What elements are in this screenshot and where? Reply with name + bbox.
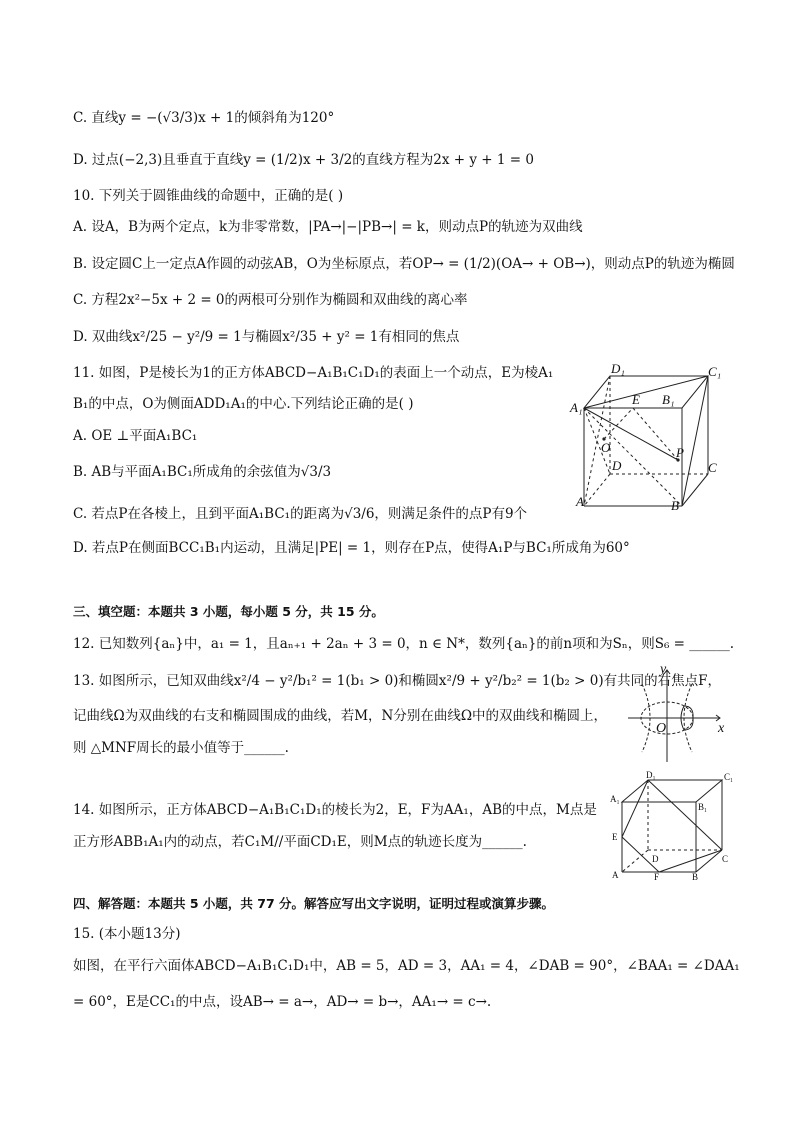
label-E: E bbox=[632, 392, 640, 407]
q14-line2: 正方形ABB₁A₁内的动点，若C₁M//平面CD₁E，则M点的轨迹长度为______. bbox=[73, 834, 527, 850]
q10-option-b: B. 设定圆C上一定点A作圆的动弦AB，O为坐标原点，若OP→ = (1/2)(OA→ + OB→)，则动点P的轨迹为椭圆 bbox=[73, 256, 735, 272]
q13-conic-figure bbox=[620, 662, 730, 764]
q10-option-c: C. 方程2x²−5x + 2 = 0的两根可分别作为椭圆和双曲线的离心率 bbox=[73, 292, 468, 308]
q10-option-a: A. 设A，B为两个定点，k为非零常数，|PA→|−|PB→| = k，则动点P的轨迹为双曲线 bbox=[73, 219, 583, 235]
q14-cube-figure bbox=[606, 770, 746, 882]
q15-line2: = 60°，E是CC₁的中点，设AB→ = a→，AD→ = b→，AA₁→ = c→. bbox=[73, 994, 492, 1010]
q11-option-d: D. 若点P在侧面BCC₁B₁内运动，且满足|PE| = 1，则存在P点，使得A₁P与BC₁所成角为60° bbox=[73, 540, 630, 556]
label-A1: A₁ bbox=[610, 794, 620, 804]
q10-stem: 10. 下列关于圆锥曲线的命题中，正确的是( ) bbox=[73, 188, 344, 204]
label-C: C bbox=[708, 460, 717, 475]
q15-line1: 如图，在平行六面体ABCD−A₁B₁C₁D₁中，AB = 5，AD = 3，AA₁ = 4，∠DAB = 90°，∠BAA₁ = ∠DAA₁ bbox=[73, 958, 740, 974]
q11-option-a: A. OE ⊥平面A₁BC₁ bbox=[73, 428, 198, 444]
section-fill-in-heading: 三、填空题：本题共 3 小题，每小题 5 分，共 15 分。 bbox=[73, 604, 384, 619]
q12-text: 12. 已知数列{aₙ}中，a₁ = 1，且aₙ₊₁ + 2aₙ + 3 = 0，n ∈ N*，数列{aₙ}的前n项和为Sₙ，则S₆ = ______. bbox=[73, 636, 735, 652]
label-D1: D₁ bbox=[611, 361, 625, 376]
q11-option-c: C. 若点P在各棱上，且到平面A₁BC₁的距离为√3/6，则满足条件的点P有9个 bbox=[73, 506, 528, 522]
section-answer-heading: 四、解答题：本题共 5 小题，共 77 分。解答应写出文字说明，证明过程或演算步骤。 bbox=[73, 896, 555, 911]
q15-header: 15. (本小题13分) bbox=[73, 926, 181, 942]
label-A: A bbox=[576, 494, 584, 509]
q11-stem-line2: B₁的中点，O为侧面ADD₁A₁的中心.下列结论正确的是( ) bbox=[73, 396, 414, 412]
q13-line1: 13. 如图所示，已知双曲线x²/4 − y²/b₁² = 1(b₁ > 0)和椭圆x²/9 + y²/b₂² = 1(b₂ > 0)有共同的右焦点F， bbox=[73, 673, 721, 689]
label-x: x bbox=[718, 721, 725, 736]
q9-option-d: D. 过点(−2,3)且垂直于直线y = (1/2)x + 3/2的直线方程为2x + y + 1 = 0 bbox=[73, 152, 534, 168]
q11-option-b: B. AB与平面A₁BC₁所成角的余弦值为√3/3 bbox=[73, 464, 332, 480]
label-B1: B₁ bbox=[662, 392, 675, 407]
label-A1: A₁ bbox=[570, 400, 583, 415]
q9-option-c: C. 直线y = −(√3/3)x + 1的倾斜角为120° bbox=[73, 110, 335, 126]
label-y: y bbox=[660, 662, 667, 677]
label-B: B bbox=[692, 872, 699, 882]
label-O: O bbox=[601, 440, 611, 455]
label-F: F bbox=[654, 872, 660, 882]
q11-cube-figure bbox=[568, 360, 728, 520]
q14-line1: 14. 如图所示，正方体ABCD−A₁B₁C₁D₁的棱长为2，E，F为AA₁，AB的中点，M点是 bbox=[73, 802, 597, 818]
label-D1: D₁ bbox=[646, 770, 656, 780]
label-C1: C₁ bbox=[724, 772, 734, 782]
q11-stem-line1: 11. 如图，P是棱长为1的正方体ABCD−A₁B₁C₁D₁的表面上一个动点，E为棱A₁ bbox=[73, 365, 554, 381]
label-E: E bbox=[612, 832, 618, 842]
label-D: D bbox=[652, 854, 659, 864]
label-C: C bbox=[722, 854, 729, 864]
label-A: A bbox=[612, 870, 619, 880]
label-D: D bbox=[612, 458, 622, 473]
label-B1: B₁ bbox=[698, 802, 708, 812]
q13-line3: 则 △MNF周长的最小值等于______. bbox=[73, 740, 289, 756]
label-C1: C₁ bbox=[708, 364, 722, 379]
label-B: B bbox=[671, 498, 679, 513]
q13-line2: 记曲线Ω为双曲线的右支和椭圆围成的曲线，若M，N分别在曲线Ω中的双曲线和椭圆上， bbox=[73, 708, 608, 724]
label-P: P bbox=[676, 445, 684, 460]
label-O: O bbox=[656, 721, 667, 736]
q10-option-d: D. 双曲线x²/25 − y²/9 = 1与椭圆x²/35 + y² = 1有相同的焦点 bbox=[73, 329, 460, 345]
